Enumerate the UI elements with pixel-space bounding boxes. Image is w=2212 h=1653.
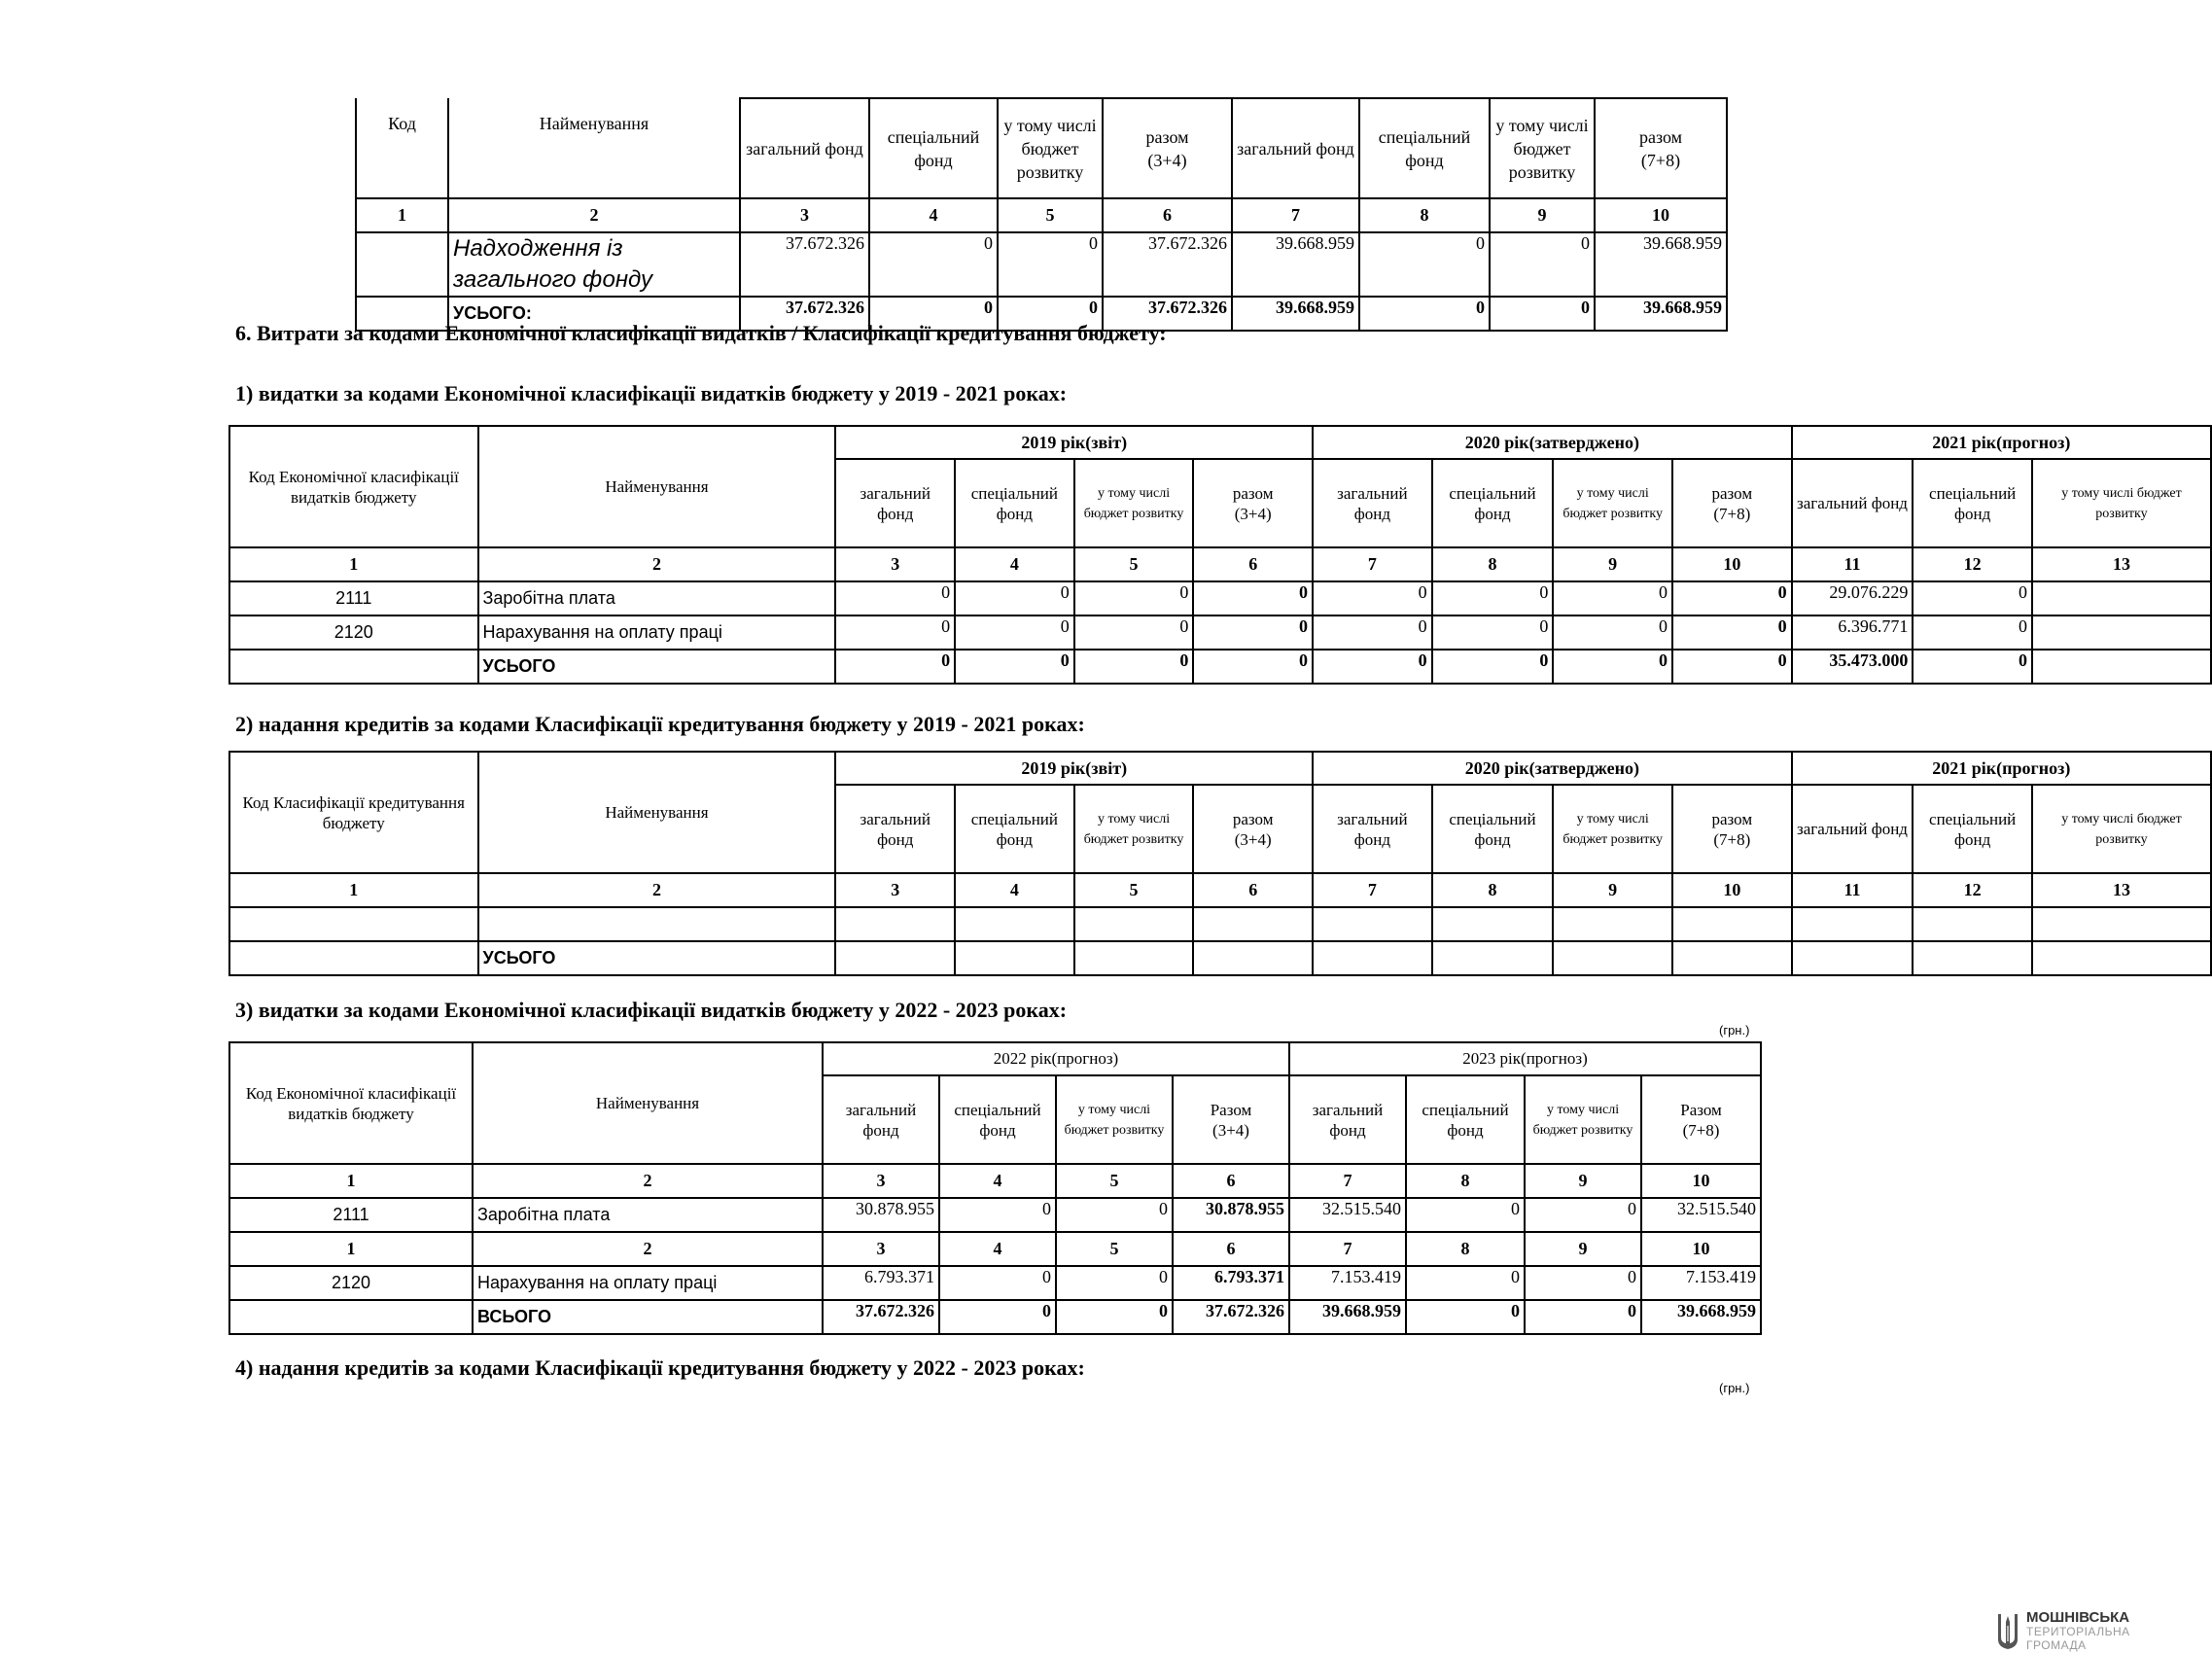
col-number: 13: [2032, 547, 2211, 581]
col-number: 3: [823, 1232, 939, 1266]
sub-header: спеціальний фонд: [1913, 459, 2032, 547]
expenses-2022-2023-table: [228, 1041, 1762, 1335]
row-name: Нарахування на оплату праці: [473, 1266, 823, 1300]
sub-header: разом (3+4): [1193, 459, 1313, 547]
col-number: 11: [1792, 547, 1914, 581]
total-label: ВСЬОГО: [473, 1300, 823, 1334]
value-cell: 6.793.371: [1173, 1266, 1289, 1300]
value-cell: 0: [1913, 615, 2032, 650]
sub-header: спеціальний фонд: [1406, 1075, 1525, 1164]
header-code: Код Класифікації кредитування бюджету: [229, 752, 478, 873]
value-cell: 0: [835, 581, 955, 615]
value-cell: 0: [1525, 1266, 1641, 1300]
row-name: Заробітна плата: [473, 1198, 823, 1232]
logo-line-2: ТЕРИТОРІАЛЬНА: [2026, 1625, 2130, 1638]
total-cell: 39.668.959: [1595, 297, 1727, 331]
sub-header: загальний фонд: [835, 785, 955, 873]
col-number: 10: [1595, 198, 1727, 232]
col-number: 3: [740, 198, 869, 232]
value-cell: 0: [1432, 615, 1554, 650]
value-cell: 39.668.959: [1595, 232, 1727, 297]
sub-header: загальний фонд: [823, 1075, 939, 1164]
col-number: 10: [1672, 547, 1792, 581]
col-number: 7: [1313, 873, 1432, 907]
value-cell: 30.878.955: [1173, 1198, 1289, 1232]
row-code: 2120: [229, 615, 478, 650]
value-cell: 0: [939, 1266, 1056, 1300]
total-cell: 0: [1313, 650, 1432, 684]
total-cell: 0: [1359, 297, 1490, 331]
col-number: 12: [1913, 547, 2032, 581]
col-number: 9: [1525, 1164, 1641, 1198]
total-cell: 0: [1553, 650, 1672, 684]
header-code: Код Економічної класифікації видатків бюджету: [229, 1042, 473, 1164]
col-number: 6: [1173, 1164, 1289, 1198]
col-number: 5: [1056, 1164, 1173, 1198]
value-cell: 7.153.419: [1641, 1266, 1761, 1300]
total-cell: 37.672.326: [1173, 1300, 1289, 1334]
sub-header: загальний фонд: [835, 459, 955, 547]
unit-label: (грн.): [1719, 1381, 1750, 1395]
header-cell: у тому числі бюджет розвитку: [1490, 98, 1595, 198]
header-code: Код: [356, 98, 448, 198]
col-number: 7: [1289, 1232, 1406, 1266]
col-number: 8: [1432, 547, 1554, 581]
table-row: [229, 907, 2211, 941]
col-number: 10: [1641, 1164, 1761, 1198]
col-number: 6: [1193, 873, 1313, 907]
total-label: УСЬОГО: [478, 941, 836, 975]
total-cell: 0: [1913, 650, 2032, 684]
header-name: Найменування: [478, 752, 836, 873]
sub-header: у тому числі бюджет розвитку: [2032, 785, 2211, 873]
value-cell: 32.515.540: [1289, 1198, 1406, 1232]
total-cell: 0: [1672, 650, 1792, 684]
row-name: Заробітна плата: [478, 581, 836, 615]
table-row: [229, 1198, 1761, 1232]
value-cell: 0: [1074, 581, 1194, 615]
col-number: 8: [1432, 873, 1554, 907]
total-cell: 37.672.326: [823, 1300, 939, 1334]
col-number: 7: [1232, 198, 1359, 232]
col-number: 9: [1525, 1232, 1641, 1266]
total-cell: 37.672.326: [740, 297, 869, 331]
sub-header: у тому числі бюджет розвитку: [1074, 785, 1194, 873]
value-cell: 6.793.371: [823, 1266, 939, 1300]
col-number: 12: [1913, 873, 2032, 907]
sub-header: Разом (7+8): [1641, 1075, 1761, 1164]
logo-line-1: МОШНІВСЬКА: [2026, 1609, 2130, 1626]
total-cell: 35.473.000: [1792, 650, 1914, 684]
value-cell: 0: [835, 615, 955, 650]
total-cell: 0: [1074, 650, 1194, 684]
col-number: 10: [1641, 1232, 1761, 1266]
header-name: Найменування: [448, 98, 740, 198]
sub-header: у тому числі бюджет розвитку: [1553, 785, 1672, 873]
value-cell: [2032, 615, 2211, 650]
total-cell: 0: [1490, 297, 1595, 331]
total-cell: 0: [998, 297, 1103, 331]
sub-header: у тому числі бюджет розвитку: [1074, 459, 1194, 547]
col-number: 2: [478, 547, 836, 581]
header-name: Найменування: [478, 426, 836, 547]
row-code: 2120: [229, 1266, 473, 1300]
sub-header: спеціальний фонд: [939, 1075, 1056, 1164]
value-cell: 0: [1432, 581, 1554, 615]
col-number: 1: [356, 198, 448, 232]
col-number: 3: [835, 873, 955, 907]
col-number: 6: [1103, 198, 1232, 232]
col-number: 9: [1490, 198, 1595, 232]
col-number: 1: [229, 873, 478, 907]
trident-emblem-icon: [1995, 1612, 2020, 1651]
sub-header: загальний фонд: [1792, 785, 1914, 873]
header-cell: спеціальний фонд: [869, 98, 998, 198]
row-name: Надходження із загального фонду: [448, 232, 740, 297]
col-number: 5: [1074, 547, 1194, 581]
value-cell: 0: [955, 615, 1074, 650]
sub-header: спеціальний фонд: [1913, 785, 2032, 873]
col-number: 7: [1289, 1164, 1406, 1198]
sub-header: спеціальний фонд: [955, 459, 1074, 547]
sub-header: загальний фонд: [1289, 1075, 1406, 1164]
logo-line-3: ГРОМАДА: [2026, 1638, 2087, 1652]
value-cell: 39.668.959: [1232, 232, 1359, 297]
sub-header: Разом (3+4): [1173, 1075, 1289, 1164]
value-cell: 0: [998, 232, 1103, 297]
value-cell: 0: [1525, 1198, 1641, 1232]
value-cell: 0: [1193, 615, 1313, 650]
col-number: 11: [1792, 873, 1914, 907]
section-6-title: 6. Витрати за кодами Економічної класифікації видатків / Класифікації кредитування бюджету:: [235, 321, 1167, 345]
header-name: Найменування: [473, 1042, 823, 1164]
year-header: 2022 рік(прогноз): [823, 1042, 1289, 1075]
value-cell: 7.153.419: [1289, 1266, 1406, 1300]
col-number: 5: [998, 198, 1103, 232]
value-cell: 37.672.326: [740, 232, 869, 297]
value-cell: 0: [869, 232, 998, 297]
col-number: 4: [939, 1164, 1056, 1198]
total-cell: 0: [869, 297, 998, 331]
total-cell: 0: [955, 650, 1074, 684]
value-cell: 0: [1553, 615, 1672, 650]
sub-header: у тому числі бюджет розвитку: [1553, 459, 1672, 547]
total-cell: 0: [1193, 650, 1313, 684]
header-cell: загальний фонд: [740, 98, 869, 198]
sub-header: загальний фонд: [1313, 459, 1432, 547]
col-number: 4: [955, 873, 1074, 907]
col-number: 2: [473, 1164, 823, 1198]
col-number: 2: [473, 1232, 823, 1266]
value-cell: 30.878.955: [823, 1198, 939, 1232]
sub-header: у тому числі бюджет розвитку: [1525, 1075, 1641, 1164]
sub-header: у тому числі бюджет розвитку: [2032, 459, 2211, 547]
community-logo: [1995, 1611, 2130, 1652]
sub-header: разом (3+4): [1193, 785, 1313, 873]
total-cell: 0: [939, 1300, 1056, 1334]
row-code: 2111: [229, 1198, 473, 1232]
col-number: 1: [229, 547, 478, 581]
value-cell: 32.515.540: [1641, 1198, 1761, 1232]
row-name: Нарахування на оплату праці: [478, 615, 836, 650]
section-3-title: 3) видатки за кодами Економічної класифікації видатків бюджету у 2022 - 2023 роках:: [235, 998, 1068, 1022]
value-cell: 0: [1913, 581, 2032, 615]
table-row: [229, 581, 2211, 615]
value-cell: 0: [1359, 232, 1490, 297]
value-cell: 37.672.326: [1103, 232, 1232, 297]
col-number: 5: [1056, 1232, 1173, 1266]
year-header: 2020 рік(затверджено): [1313, 426, 1792, 459]
sub-header: загальний фонд: [1313, 785, 1432, 873]
total-label: УСЬОГО:: [448, 297, 740, 331]
sub-header: спеціальний фонд: [955, 785, 1074, 873]
col-number: 3: [835, 547, 955, 581]
col-number: 6: [1173, 1232, 1289, 1266]
credits-2019-2021-table: [228, 751, 2212, 976]
value-cell: 6.396.771: [1792, 615, 1914, 650]
header-cell: разом (3+4): [1103, 98, 1232, 198]
total-cell: 0: [1406, 1300, 1525, 1334]
value-cell: 29.076.229: [1792, 581, 1914, 615]
year-header: 2023 рік(прогноз): [1289, 1042, 1761, 1075]
value-cell: 0: [1313, 615, 1432, 650]
expenses-2019-2021-table: [228, 425, 2212, 685]
col-number: 4: [939, 1232, 1056, 1266]
total-cell: 0: [1525, 1300, 1641, 1334]
col-number: 8: [1406, 1232, 1525, 1266]
value-cell: 0: [1056, 1198, 1173, 1232]
total-cell: 39.668.959: [1232, 297, 1359, 331]
total-cell: 39.668.959: [1289, 1300, 1406, 1334]
section-4-title: 4) надання кредитів за кодами Класифікації кредитування бюджету у 2022 - 2023 роках:: [235, 1355, 1085, 1380]
value-cell: 0: [1672, 581, 1792, 615]
col-number: 5: [1074, 873, 1194, 907]
col-number: 10: [1672, 873, 1792, 907]
sub-header: спеціальний фонд: [1432, 785, 1554, 873]
value-cell: 0: [1313, 581, 1432, 615]
value-cell: 0: [1056, 1266, 1173, 1300]
total-row: [229, 1300, 1761, 1334]
section-1-title: 1) видатки за кодами Економічної класифікації видатків бюджету у 2019 - 2021 роках:: [235, 381, 1068, 405]
header-cell: загальний фонд: [1232, 98, 1359, 198]
year-header: 2019 рік(звіт): [835, 426, 1313, 459]
col-number: 9: [1553, 547, 1672, 581]
value-cell: 0: [1074, 615, 1194, 650]
col-number: 1: [229, 1164, 473, 1198]
total-row: [229, 941, 2211, 975]
col-number: 4: [955, 547, 1074, 581]
header-cell: у тому числі бюджет розвитку: [998, 98, 1103, 198]
col-number: 2: [448, 198, 740, 232]
total-cell: 37.672.326: [1103, 297, 1232, 331]
sub-header: загальний фонд: [1792, 459, 1914, 547]
header-cell: спеціальний фонд: [1359, 98, 1490, 198]
col-number: 3: [823, 1164, 939, 1198]
row-code: 2111: [229, 581, 478, 615]
value-cell: 0: [1672, 615, 1792, 650]
value-cell: [2032, 581, 2211, 615]
total-cell: 0: [835, 650, 955, 684]
sub-header: разом (7+8): [1672, 459, 1792, 547]
value-cell: 0: [1490, 232, 1595, 297]
year-header: 2021 рік(прогноз): [1792, 752, 2211, 785]
col-number: 9: [1553, 873, 1672, 907]
value-cell: 0: [1193, 581, 1313, 615]
total-cell: 0: [1432, 650, 1554, 684]
value-cell: 0: [1406, 1198, 1525, 1232]
value-cell: 0: [955, 581, 1074, 615]
table-row: [229, 1266, 1761, 1300]
year-header: 2021 рік(прогноз): [1792, 426, 2211, 459]
total-cell: [2032, 650, 2211, 684]
header-code: Код Економічної класифікації видатків бюджету: [229, 426, 478, 547]
col-number: 6: [1193, 547, 1313, 581]
total-row: [229, 650, 2211, 684]
total-cell: 0: [1056, 1300, 1173, 1334]
section-2-title: 2) надання кредитів за кодами Класифікації кредитування бюджету у 2019 - 2021 роках:: [235, 712, 1085, 736]
col-number: 8: [1359, 198, 1490, 232]
total-cell: 39.668.959: [1641, 1300, 1761, 1334]
sub-header: у тому числі бюджет розвитку: [1056, 1075, 1173, 1164]
col-number: 1: [229, 1232, 473, 1266]
value-cell: 0: [1553, 581, 1672, 615]
value-cell: 0: [1406, 1266, 1525, 1300]
col-number: 4: [869, 198, 998, 232]
year-header: 2019 рік(звіт): [835, 752, 1313, 785]
unit-label: (грн.): [1719, 1023, 1750, 1038]
sub-header: разом (7+8): [1672, 785, 1792, 873]
header-cell: разом (7+8): [1595, 98, 1727, 198]
col-number: 2: [478, 873, 836, 907]
col-number: 7: [1313, 547, 1432, 581]
col-number: 13: [2032, 873, 2211, 907]
sub-header: спеціальний фонд: [1432, 459, 1554, 547]
year-header: 2020 рік(затверджено): [1313, 752, 1792, 785]
col-number: 8: [1406, 1164, 1525, 1198]
table-row: [229, 615, 2211, 650]
total-label: УСЬОГО: [478, 650, 836, 684]
value-cell: 0: [939, 1198, 1056, 1232]
